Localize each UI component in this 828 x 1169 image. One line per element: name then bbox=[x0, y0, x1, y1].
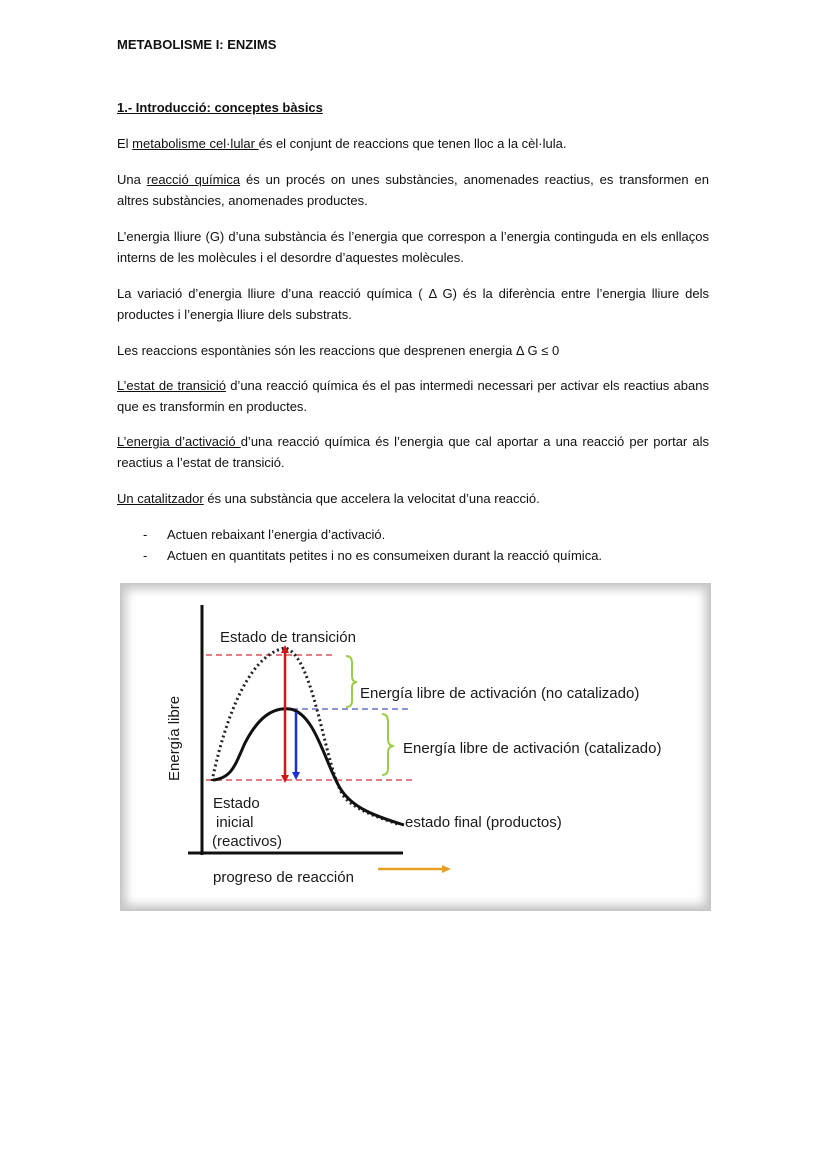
paragraph-text: d’una reacció química és l’energia que cal aportar a una reacció per portar als reactius a l’estat de transició. bbox=[117, 434, 709, 470]
paragraph-text: és un procés on unes substàncies, anomenades reactius, es transformen en altres substàncies, anomenades productes. bbox=[117, 172, 710, 208]
paragraph-metabolism bbox=[117, 133, 709, 154]
paragraph-free-energy: L’energia lliure (G) d’una substància és l’energia que correspon a l’energia continguda en els enllaços interns de les molècules i el desordre d’aquestes molècules. bbox=[117, 229, 709, 265]
x-axis-label: progreso de reacción bbox=[213, 869, 354, 886]
bullet-dash: - bbox=[143, 548, 148, 563]
bullet-dash: - bbox=[143, 527, 148, 542]
uncatalyzed-activation-label: Energía libre de activación (no catalizado) bbox=[360, 685, 640, 702]
paragraph-transition-state bbox=[117, 375, 709, 417]
initial-state-label-line3: (reactivos) bbox=[212, 833, 283, 850]
paragraph-text: és una substància que accelera la velocitat d’una reacció. bbox=[203, 491, 540, 506]
initial-state-label-line1: Estado bbox=[213, 795, 260, 812]
uncatalyzed-brace bbox=[346, 656, 357, 707]
paragraph-spontaneous: Les reaccions espontànies són les reaccions que desprenen energia Δ G ≤ 0 bbox=[117, 343, 560, 358]
term-metabolism: metabolisme cel·lular bbox=[132, 136, 259, 151]
paragraph-text: El bbox=[117, 136, 133, 151]
final-state-label: estado final (productos) bbox=[405, 814, 562, 831]
y-axis-label: Energía libre bbox=[166, 695, 183, 781]
document-title: METABOLISME I: ENZIMS bbox=[117, 37, 277, 52]
term-activation-energy: L’energia d’activació bbox=[117, 434, 241, 449]
paragraph-energy-variation: La variació d’energia lliure d’una reacció química ( Δ G) és la diferència entre l’energia lliure dels productes i l’energia lliure dels substrats. bbox=[117, 286, 709, 322]
catalyst-properties-list bbox=[117, 524, 711, 566]
energy-diagram bbox=[120, 583, 711, 911]
paragraph-text: és el conjunt de reaccions que tenen lloc a la cèl·lula. bbox=[258, 136, 567, 151]
term-catalyst: Un catalitzador bbox=[117, 491, 204, 506]
section-title: 1.- Introducció: conceptes bàsics bbox=[117, 100, 323, 115]
term-chemical-reaction: reacció química bbox=[146, 172, 241, 187]
catalyzed-activation-label: Energía libre de activación (catalizado) bbox=[403, 740, 662, 757]
list-item-text: Actuen en quantitats petites i no es consumeixen durant la reacció química. bbox=[167, 548, 603, 563]
transition-state-label: Estado de transición bbox=[220, 629, 356, 646]
paragraph-catalyst bbox=[117, 488, 709, 509]
energy-diagram-figure bbox=[120, 583, 711, 911]
initial-state-label-line2: inicial bbox=[216, 814, 254, 831]
paragraph-text: d’una reacció química és el pas intermedi necessari per activar els reactius abans que es transformin en productes. bbox=[117, 378, 709, 414]
term-transition-state: L’estat de transició bbox=[117, 378, 226, 393]
paragraph-activation-energy bbox=[117, 431, 709, 473]
list-item bbox=[117, 545, 711, 566]
paragraph-text: Una bbox=[117, 172, 147, 187]
catalyzed-brace bbox=[382, 714, 394, 775]
list-item-text: Actuen rebaixant l’energia d’activació. bbox=[167, 527, 386, 542]
paragraph-chemical-reaction bbox=[117, 169, 709, 211]
list-item bbox=[117, 524, 711, 545]
